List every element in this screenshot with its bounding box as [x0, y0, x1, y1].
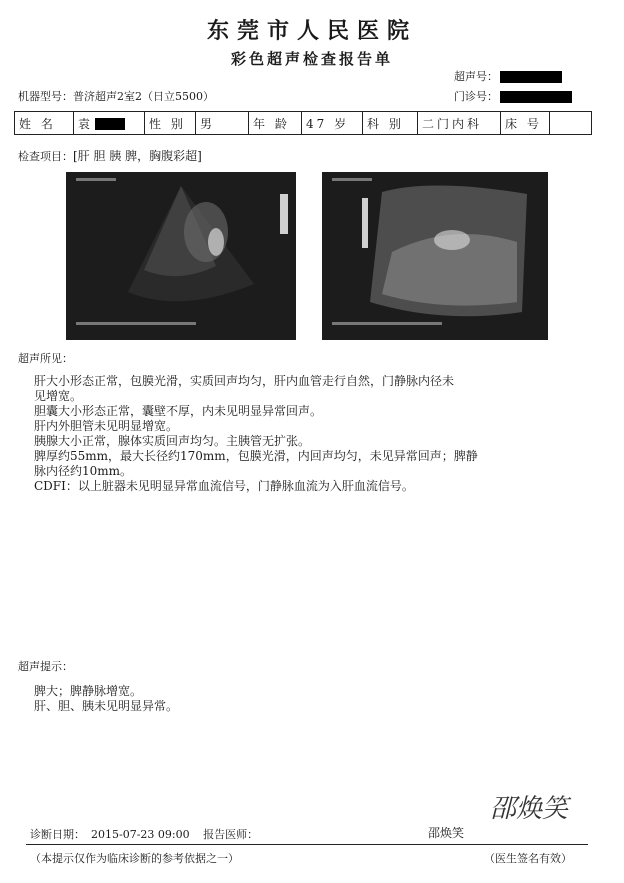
impression-label: 超声提示： — [18, 660, 73, 673]
ultrasound-image-left — [66, 172, 296, 340]
impression-line: 肝、胆、胰未见明显异常。 — [34, 699, 179, 713]
ultrasound-scan-graphic — [322, 172, 548, 340]
impression-line: 脾大；脾静脉增宽。 — [34, 684, 143, 698]
patient-info-table — [14, 111, 592, 135]
redaction-bar — [95, 118, 125, 130]
footer-note: （本提示仅作为临床诊断的参考依据之一） — [30, 852, 239, 865]
finding-line: 脉内径约10mm。 — [34, 464, 133, 478]
machine-value: 普济超声2室2（日立5500） — [73, 90, 214, 103]
finding-line: 肝内外胆管未见明显增宽。 — [34, 419, 179, 433]
exam-items-value: [肝 胆 胰 脾，胸腹彩超] — [73, 149, 202, 163]
name-cell — [74, 112, 145, 135]
finding-line: 见增宽。 — [34, 389, 83, 403]
ultrasound-no-label: 超声号： — [454, 70, 498, 83]
age-label: 年 龄 — [249, 112, 302, 135]
machine-model — [18, 88, 214, 104]
redaction-bar — [500, 91, 572, 103]
findings-block — [34, 374, 478, 494]
dept-label: 科 别 — [363, 112, 418, 135]
finding-line: 肝大小形态正常，包膜光滑，实质回声均匀，肝内血管走行自然，门静脉内径未 — [34, 374, 455, 388]
dept-value: 二门内科 — [418, 112, 501, 135]
machine-label: 机器型号： — [18, 90, 73, 103]
footer-divider — [26, 844, 588, 845]
finding-line: 胰腺大小正常，腺体实质回声均匀。主胰管无扩张。 — [34, 434, 311, 448]
clinic-no-label: 门诊号： — [454, 90, 498, 103]
diagnosis-date — [30, 826, 258, 842]
reporting-doctor-label: 报告医师： — [203, 828, 259, 841]
name-value: 袁 — [78, 116, 94, 131]
report-title: 彩色超声检查报告单 — [230, 50, 393, 68]
diagnosis-date-value: 2015-07-23 09:00 — [91, 828, 190, 841]
bed-value — [550, 112, 592, 135]
sex-value: 男 — [196, 112, 249, 135]
exam-items — [18, 147, 202, 164]
clinic-no — [454, 88, 572, 104]
handwritten-signature: 邵焕笑 — [490, 794, 569, 824]
doctor-name: 邵焕笑 — [428, 826, 465, 840]
findings-label: 超声所见： — [18, 352, 73, 365]
redaction-bar — [500, 71, 562, 83]
ultrasound-image-right — [322, 172, 548, 340]
bed-label: 床 号 — [501, 112, 550, 135]
finding-line: 胆囊大小形态正常，囊壁不厚，内未见明显异常回声。 — [34, 404, 323, 418]
age-value: 47 岁 — [302, 112, 363, 135]
sex-label: 性 别 — [145, 112, 196, 135]
finding-line: 脾厚约55mm，最大长径约170mm，包膜光滑，内回声均匀，未见异常回声；脾静 — [34, 449, 478, 463]
footer-signature-note: （医生签名有效） — [484, 852, 572, 865]
ultrasound-scan-graphic — [66, 172, 296, 340]
diagnosis-date-label: 诊断日期： — [30, 828, 85, 841]
hospital-name: 东莞市人民医院 — [206, 19, 417, 44]
finding-line: CDFI：以上脏器未见明显异常血流信号，门静脉血流为入肝血流信号。 — [34, 479, 414, 493]
ultrasound-no — [454, 68, 562, 84]
impression-block — [34, 684, 178, 714]
exam-items-label: 检查项目： — [18, 150, 73, 163]
name-label: 姓 名 — [15, 112, 74, 135]
